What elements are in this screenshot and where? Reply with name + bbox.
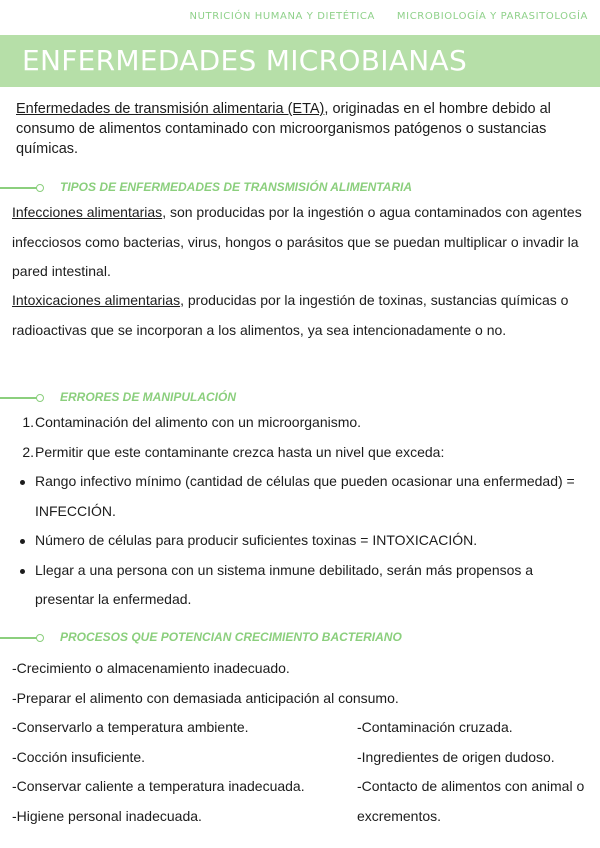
bullet-item: Número de células para producir suficientes toxinas = INTOXICACIÓN. <box>20 526 580 556</box>
heading-line-decoration <box>0 637 37 639</box>
process-full-lines <box>12 654 592 713</box>
heading-dot-icon <box>36 394 44 402</box>
numbered-item: 2.Permitir que este contaminante crezca hasta un nivel que exceda: <box>22 443 445 460</box>
title-band <box>0 35 600 87</box>
running-header <box>189 11 588 22</box>
numbered-list <box>22 408 444 467</box>
numbered-item: 1.Contaminación del alimento con un microorganismo. <box>22 414 362 430</box>
heading-dot-icon <box>36 634 44 642</box>
section-heading-procesos <box>0 630 600 646</box>
intro-term: Enfermedades de transmisión alimentaria (ETA) <box>16 101 325 117</box>
section-heading-tipos <box>0 180 600 196</box>
intro-paragraph <box>16 99 588 159</box>
section-heading-errores <box>0 390 600 406</box>
bullet-list <box>20 467 580 615</box>
bullet-item: Rango infectivo mínimo (cantidad de células que pueden ocasionar una enfermedad) = INFECCIÓN. <box>20 467 580 526</box>
heading-dot-icon <box>36 184 44 192</box>
bullet-item: Llegar a una persona con un sistema inmune debilitado, serán más propensos a presentar la enfermedad. <box>20 556 580 615</box>
page-title: ENFERMEDADES MICROBIANAS <box>22 44 468 77</box>
paragraph-infecciones <box>12 198 592 287</box>
process-item: -Preparar el alimento con demasiada anticipación al consumo. <box>12 689 399 706</box>
heading-line-decoration <box>0 187 37 189</box>
header-subject-left: NUTRICIÓN HUMANA Y DIETÉTICA <box>189 11 375 22</box>
heading-line-decoration <box>0 397 37 399</box>
process-item: -Contacto de alimentos con animal o excrementos. <box>357 778 585 824</box>
process-item: -Crecimiento o almacenamiento inadecuado. <box>12 660 290 676</box>
process-item: -Ingredientes de origen dudoso. <box>357 748 555 765</box>
process-item: -Contaminación cruzada. <box>357 719 513 735</box>
term-infecciones: Infecciones alimentarias <box>12 204 163 220</box>
term-intoxicaciones: Intoxicaciones alimentarias <box>12 292 181 308</box>
section-heading-label: TIPOS DE ENFERMEDADES DE TRANSMISIÓN ALIMENTARIA <box>60 180 413 194</box>
process-left-column <box>12 713 352 831</box>
text-infecciones: , son producidas por la ingestión o agua contaminados con agentes infecciosos como bacterias, virus, hongos o parásitos que se puedan multiplicar o invadir la pared intestinal. <box>12 204 582 279</box>
process-item: -Conservarlo a temperatura ambiente. <box>12 719 249 735</box>
header-subject-right: MICROBIOLOGÍA Y PARASITOLOGÍA <box>396 11 588 22</box>
section-heading-label: ERRORES DE MANIPULACIÓN <box>60 390 237 404</box>
paragraph-intoxicaciones <box>12 286 592 345</box>
process-item: -Cocción insuficiente. <box>12 748 146 765</box>
process-item: -Higiene personal inadecuada. <box>12 807 202 824</box>
process-right-column <box>357 713 592 831</box>
process-item: -Conservar caliente a temperatura inadecuada. <box>12 778 305 794</box>
section-heading-label: PROCESOS QUE POTENCIAN CRECIMIENTO BACTERIANO <box>60 630 402 644</box>
text-intoxicaciones: , producidas por la ingestión de toxinas, sustancias químicas o radioactivas que se incorporan a los alimentos, ya sea intencionadamente o no. <box>12 292 569 338</box>
intro-text: , originadas en el hombre debido al consumo de alimentos contaminado con microorganismos patógenos o sustancias químicas. <box>16 101 551 157</box>
